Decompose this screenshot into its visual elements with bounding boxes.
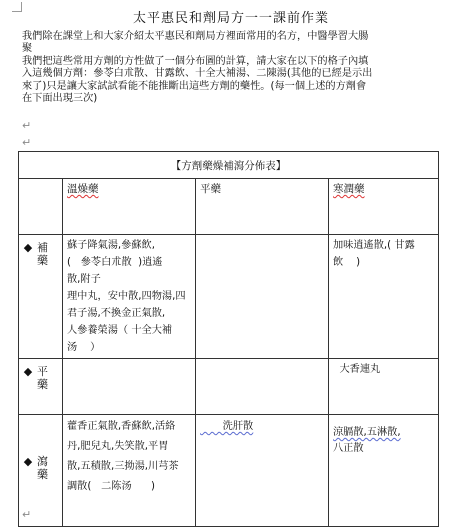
paragraph-mark: ↵ (22, 119, 32, 132)
diamond-bullet-icon: ◆ (23, 241, 33, 254)
cell-tonify-cold (329, 235, 439, 359)
cell-neutral-cold (329, 359, 439, 415)
diamond-bullet-icon: ◆ (23, 365, 33, 378)
col-head-warm-dry (63, 179, 196, 235)
cell-line: 丹,肥兒丸,失笑散,平胃 (67, 441, 169, 452)
cell-line: 君子湯,不換金正氣散, (67, 308, 166, 319)
col-head-label: 溫燥藥 (67, 183, 99, 195)
cell-purge-warm (63, 415, 196, 527)
intro-line: 入這幾個方劑：參苓白朮散、甘露飲、十全大補湯、二陳湯(其他的已經是示出 (22, 68, 373, 80)
cell-line: 蘇子降氣湯,參蘇飲, (67, 240, 155, 251)
cell-purge-cold (329, 415, 439, 527)
intro-line: 我們除在課堂上和大家介紹太平惠民和劑局方裡面常用的名方，中醫學習大腸 (22, 31, 369, 42)
corner-cell (19, 179, 63, 235)
col-head-label: 平藥 (200, 183, 221, 195)
cell-line: 理中丸，安中散,四物湯,四 (67, 291, 186, 302)
intro-paragraph (22, 31, 442, 105)
cell-line: 汤 ） (67, 342, 101, 353)
cell-line: 洗肝散 (200, 421, 254, 432)
row-label-tonify (19, 235, 63, 359)
row-label-text: 瀉藥 (37, 455, 48, 481)
intro-line: 我們把這些常用方劑的方性做了一個分布圖的計算，請大家在以下的格子內填 (22, 55, 369, 67)
paragraph-mark: ↵ (22, 508, 32, 521)
cell-tonify-neutral (196, 235, 329, 359)
row-label-neutral (19, 359, 63, 415)
diamond-bullet-icon: ◆ (23, 455, 33, 468)
cell-neutral-neutral (196, 359, 329, 415)
cell-line: 飲 ) (333, 257, 361, 268)
intro-line: 來了)只是讓大家試試看能不能推斷出這些方劑的藥性。(每一個上述的方劑會 (22, 80, 367, 92)
cell-line: 八正散 (333, 443, 364, 454)
page-title: 太平惠民和劑局方一一課前作業 (132, 11, 329, 26)
cell-line: 散,附子 (67, 274, 101, 285)
formula-distribution-table (18, 151, 439, 527)
cell-tonify-warm (63, 235, 196, 359)
cell-line: 調散( 二陈汤 ) (67, 481, 156, 492)
cell-line: 大香連丸 (333, 364, 381, 375)
cell-line: ( 參苓白朮散 )逍遙 (67, 257, 163, 268)
row-label-text: 平藥 (37, 365, 48, 391)
intro-line: 在下面出現三次) (22, 93, 98, 105)
cell-line: 人參養榮湯（ 十全大補 (67, 325, 173, 336)
cell-line: 加味逍遙散,( 甘露 (333, 240, 415, 251)
table-header: 【方劑藥燥補瀉分佈表】 (19, 152, 439, 179)
col-head-cold-moist (329, 179, 439, 235)
cell-line: 藿香正氣散,香蘇飲,活絡 (67, 421, 176, 432)
cell-line: 涼膈散,五淋散, (333, 427, 401, 438)
cell-line: 散,五積散,三拗湯,川芎茶 (67, 461, 179, 472)
col-head-neutral (196, 179, 329, 235)
intro-line: 聚 (22, 43, 33, 55)
paragraph-mark: ↵ (22, 136, 32, 149)
cell-purge-neutral (196, 415, 329, 527)
row-label-text: 補藥 (37, 241, 48, 267)
col-head-label: 寒潤藥 (333, 183, 365, 195)
cell-neutral-warm (63, 359, 196, 415)
